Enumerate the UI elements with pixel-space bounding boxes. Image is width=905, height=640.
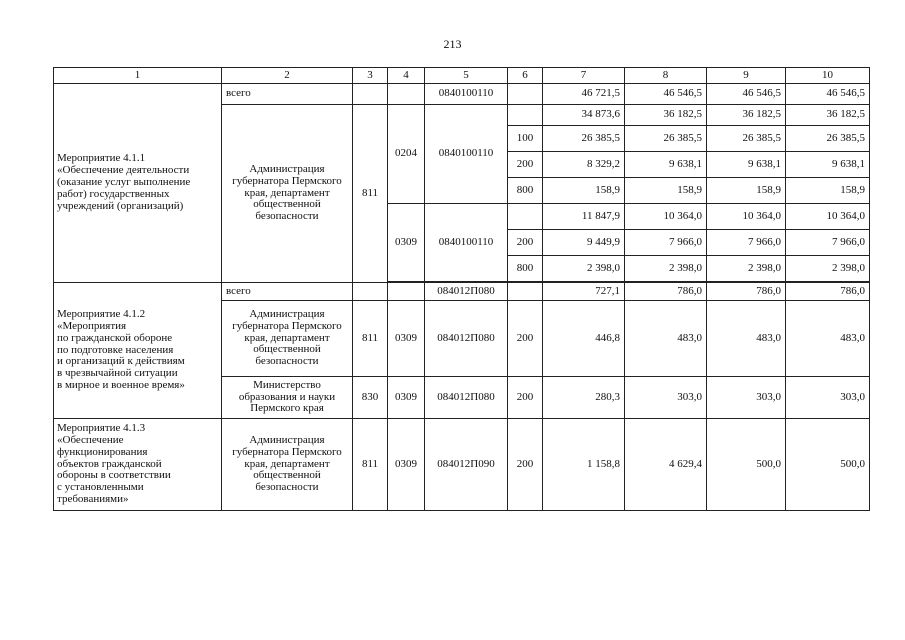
value-cell: 483,0: [786, 301, 870, 377]
grbs-cell: 811: [353, 301, 388, 377]
value-cell: 2 398,0: [625, 256, 707, 282]
grbs-cell: 811: [353, 105, 388, 283]
value-cell: 36 182,5: [786, 105, 870, 126]
value-cell: 280,3: [543, 377, 625, 419]
vr-cell: [508, 204, 543, 230]
value-cell: 303,0: [786, 377, 870, 419]
rz-cell: 0309: [388, 204, 425, 282]
col-header-4: 4: [388, 68, 425, 84]
csr-cell: 084012П080: [425, 377, 508, 419]
rz-cell: 0309: [388, 419, 425, 511]
vr-cell: 200: [508, 301, 543, 377]
activity-name: Мероприятие 4.1.1 «Обеспечение деятельности (оказание услуг выполнение работ) государственных учреждений (организаций): [54, 84, 222, 283]
vr-cell: 200: [508, 419, 543, 511]
table-row: [54, 84, 870, 105]
value-cell: 7 966,0: [625, 230, 707, 256]
value-cell: 2 398,0: [707, 256, 786, 282]
value-cell: 158,9: [707, 178, 786, 204]
total-label: всего: [222, 84, 353, 105]
value-cell: 786,0: [786, 283, 870, 301]
csr-cell: 084012П080: [425, 283, 508, 301]
value-cell: 727,1: [543, 283, 625, 301]
value-cell: 500,0: [786, 419, 870, 511]
executor-cell: Администрация губернатора Пермского края, департамент общественной безопасности: [222, 419, 353, 511]
executor-cell: Министерство образования и науки Пермского края: [222, 377, 353, 419]
value-cell: 500,0: [707, 419, 786, 511]
vr-cell: 200: [508, 152, 543, 178]
value-cell: 26 385,5: [543, 126, 625, 152]
value-cell: 158,9: [625, 178, 707, 204]
col-header-1: 1: [54, 68, 222, 84]
table-row: [54, 283, 870, 301]
table-row: [54, 419, 870, 511]
activity-name: Мероприятие 4.1.3 «Обеспечение функционирования объектов гражданской обороны в соответствии с установленными требованиями»: [54, 419, 222, 511]
value-cell: 158,9: [543, 178, 625, 204]
value-cell: 9 638,1: [625, 152, 707, 178]
vr-cell: 800: [508, 178, 543, 204]
value-cell: 34 873,6: [543, 105, 625, 126]
col-header-10: 10: [786, 68, 870, 84]
value-cell: 158,9: [786, 178, 870, 204]
value-cell: 46 546,5: [707, 84, 786, 105]
value-cell: 7 966,0: [707, 230, 786, 256]
value-cell: 26 385,5: [786, 126, 870, 152]
value-cell: 36 182,5: [707, 105, 786, 126]
executor-cell: Администрация губернатора Пермского края, департамент общественной безопасности: [222, 105, 353, 283]
col-header-5: 5: [425, 68, 508, 84]
value-cell: 46 546,5: [625, 84, 707, 105]
csr-cell: 084012П090: [425, 419, 508, 511]
rz-cell: 0204: [388, 105, 425, 204]
grbs-cell: [353, 84, 388, 105]
value-cell: 1 158,8: [543, 419, 625, 511]
value-cell: 2 398,0: [543, 256, 625, 282]
executor-cell: Администрация губернатора Пермского края, департамент общественной безопасности: [222, 301, 353, 377]
header-row: [54, 68, 870, 84]
value-cell: 9 449,9: [543, 230, 625, 256]
vr-cell: [508, 84, 543, 105]
page-number: 213: [443, 37, 462, 51]
value-cell: 483,0: [707, 301, 786, 377]
value-cell: 10 364,0: [786, 204, 870, 230]
col-header-3: 3: [353, 68, 388, 84]
vr-cell: [508, 283, 543, 301]
vr-cell: 100: [508, 126, 543, 152]
grbs-cell: 811: [353, 419, 388, 511]
vr-cell: [508, 105, 543, 126]
value-cell: 26 385,5: [707, 126, 786, 152]
col-header-2: 2: [222, 68, 353, 84]
vr-cell: 200: [508, 377, 543, 419]
activity-name: Мероприятие 4.1.2 «Мероприятия по гражданской обороне по подготовке населения и организаций к действиям в чрезвычайной ситуации в мирное и военное время»: [54, 283, 222, 419]
vr-cell: 800: [508, 256, 543, 282]
col-header-7: 7: [543, 68, 625, 84]
value-cell: 4 629,4: [625, 419, 707, 511]
csr-cell: 0840100110: [425, 84, 508, 105]
csr-cell: 084012П080: [425, 301, 508, 377]
value-cell: 446,8: [543, 301, 625, 377]
grbs-cell: 830: [353, 377, 388, 419]
value-cell: 11 847,9: [543, 204, 625, 230]
total-label: всего: [222, 283, 353, 301]
rz-cell: [388, 283, 425, 301]
rz-cell: [388, 84, 425, 105]
value-cell: 786,0: [707, 283, 786, 301]
value-cell: 8 329,2: [543, 152, 625, 178]
value-cell: 786,0: [625, 283, 707, 301]
csr-cell: 0840100110: [425, 204, 508, 282]
value-cell: 303,0: [707, 377, 786, 419]
value-cell: 36 182,5: [625, 105, 707, 126]
col-header-6: 6: [508, 68, 543, 84]
value-cell: 2 398,0: [786, 256, 870, 282]
csr-cell: 0840100110: [425, 105, 508, 204]
value-cell: 9 638,1: [707, 152, 786, 178]
value-cell: 46 546,5: [786, 84, 870, 105]
value-cell: 483,0: [625, 301, 707, 377]
value-cell: 9 638,1: [786, 152, 870, 178]
budget-table: [53, 67, 870, 511]
rz-cell: 0309: [388, 301, 425, 377]
grbs-cell: [353, 283, 388, 301]
rz-cell: 0309: [388, 377, 425, 419]
col-header-8: 8: [625, 68, 707, 84]
vr-cell: 200: [508, 230, 543, 256]
value-cell: 303,0: [625, 377, 707, 419]
value-cell: 10 364,0: [707, 204, 786, 230]
value-cell: 46 721,5: [543, 84, 625, 105]
col-header-9: 9: [707, 68, 786, 84]
value-cell: 26 385,5: [625, 126, 707, 152]
value-cell: 10 364,0: [625, 204, 707, 230]
value-cell: 7 966,0: [786, 230, 870, 256]
